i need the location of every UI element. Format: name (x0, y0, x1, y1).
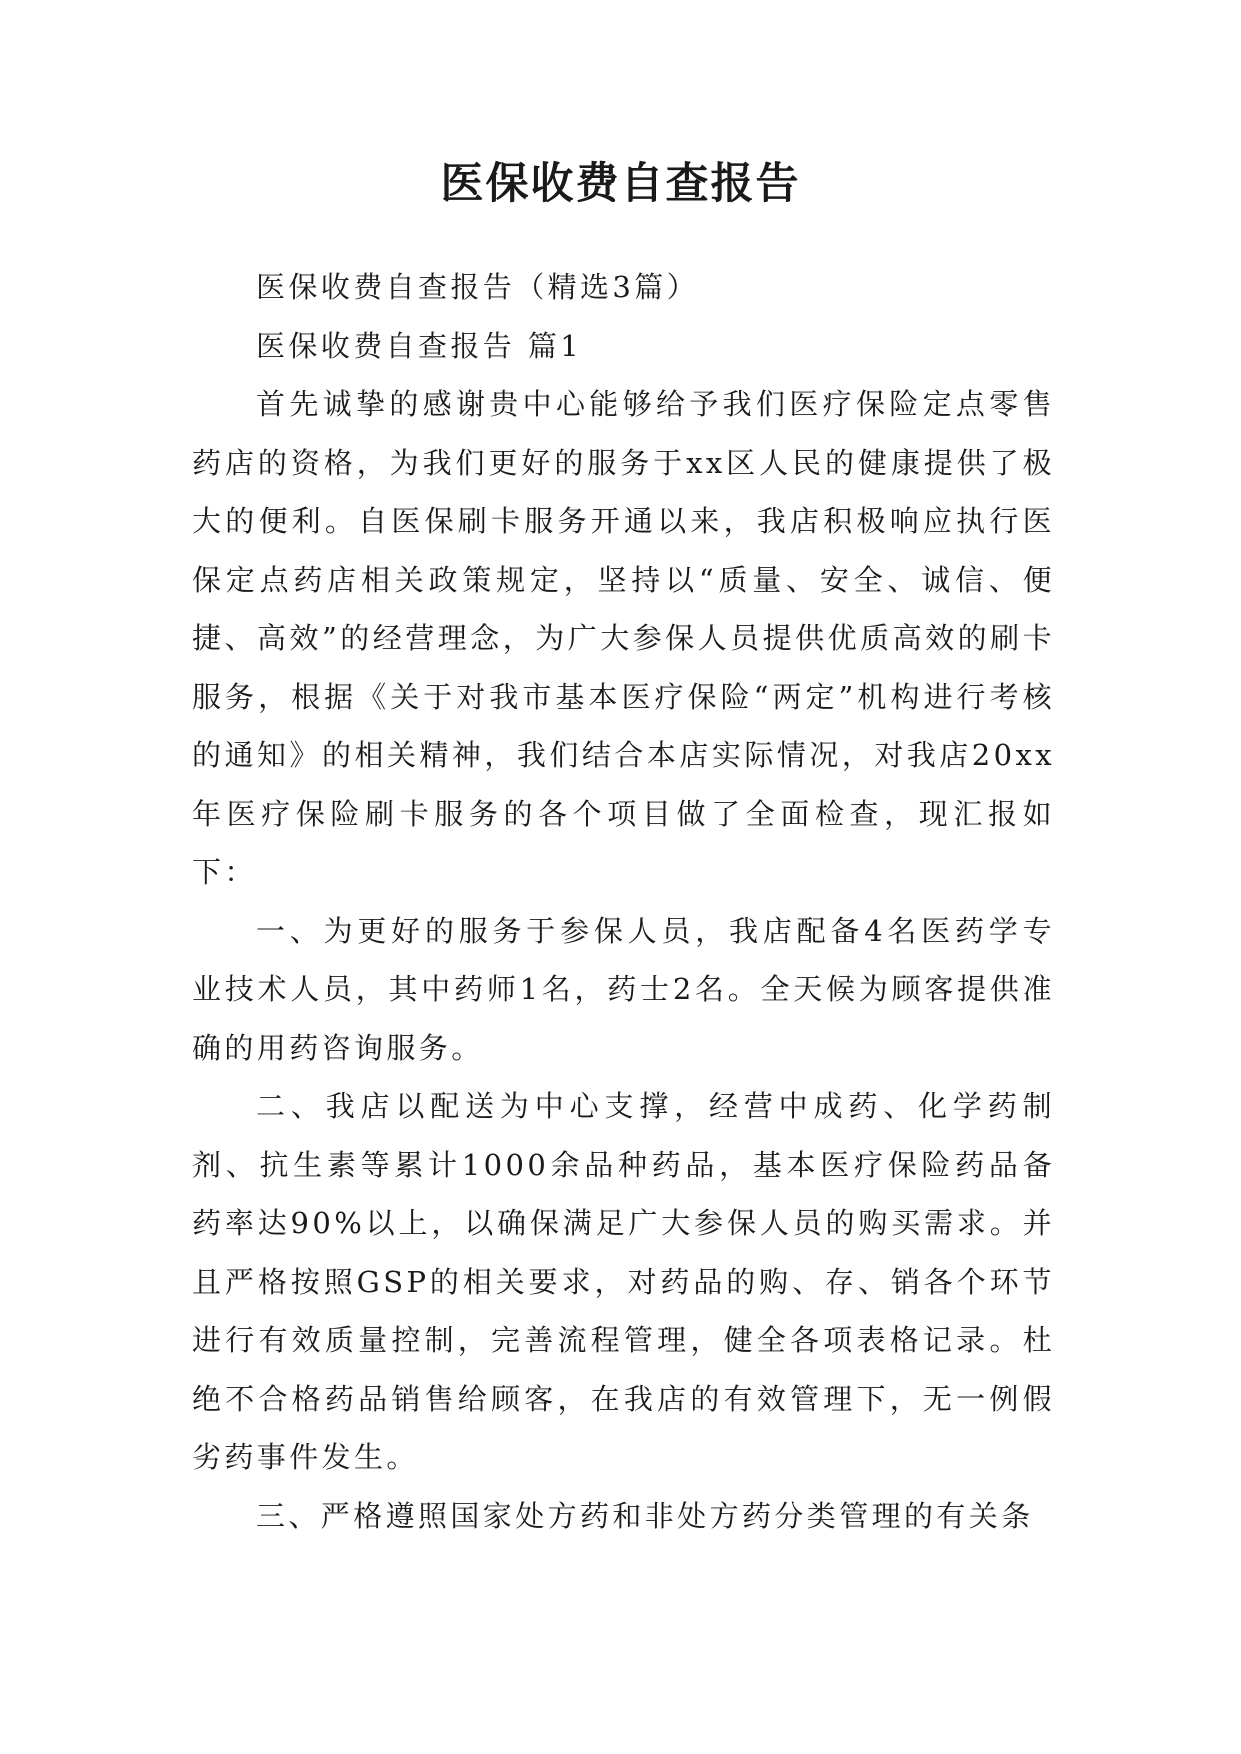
paragraph-intro: 首先诚挚的感谢贵中心能够给予我们医疗保险定点零售药店的资格，为我们更好的服务于xx区人民的健康提供了极大的便利。自医保刷卡服务开通以来，我店积极响应执行医保定点药店相关政策规定，坚持以“质量、安全、诚信、便捷、高效”的经营理念，为广大参保人员提供优质高效的刷卡服务，根据《关于对我市基本医疗保险“两定”机构进行考核的通知》的相关精神，我们结合本店实际情况，对我店20xx年医疗保险刷卡服务的各个项目做了全面检查，现汇报如下： (192, 387, 1055, 889)
document-title: 医保收费自查报告 (440, 159, 801, 209)
subtitle-line: 医保收费自查报告（精选3篇） (256, 270, 700, 304)
paragraph-item-1: 一、为更好的服务于参保人员，我店配备4名医药学专业技术人员，其中药师1名，药士2名。全天候为顾客提供准确的用药咨询服务。 (192, 913, 1055, 1065)
section-heading: 医保收费自查报告 篇1 (256, 328, 583, 363)
paragraph-item-3: 三、严格遵照国家处方药和非处方药分类管理的有关条 (256, 1498, 1034, 1533)
paragraph-item-2: 二、我店以配送为中心支撑，经营中成药、化学药制剂、抗生素等累计1000余品种药品，基本医疗保险药品备药率达90%以上，以确保满足广大参保人员的购买需求。并且严格按照GSP的相关要求，对药品的购、存、销各个环节进行有效质量控制，完善流程管理，健全各项表格记录。杜绝不合格药品销售给顾客，在我店的有效管理下，无一例假劣药事件发生。 (192, 1089, 1055, 1474)
document-body (192, 258, 1055, 1545)
